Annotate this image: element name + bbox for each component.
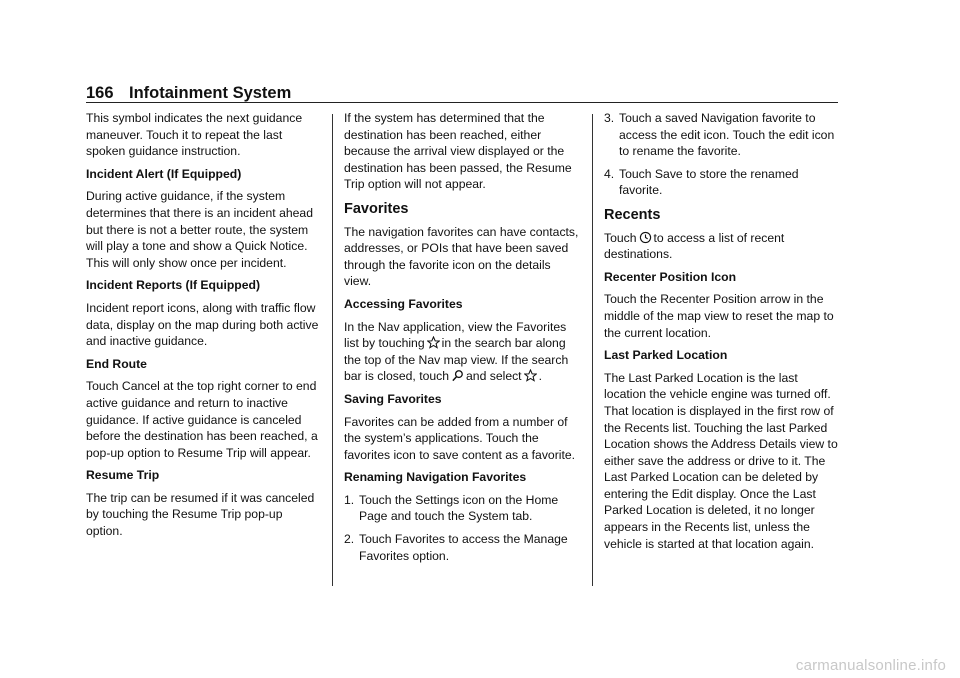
heading-resume-trip: Resume Trip (86, 468, 160, 483)
list-text: Touch Favorites to access the Manage Favorites option. (359, 532, 568, 563)
text-run: . (538, 369, 542, 384)
column-divider (592, 114, 593, 586)
paragraph: Favorites can be added from a number of the system’s applications. Touch the favorites icon to save content as a favorite. (344, 414, 576, 462)
heading-renaming-favorites: Renaming Navigation Favorites (344, 470, 527, 485)
paragraph: During active guidance, if the system determines that there is an incident ahead but there is not a better route, the system will play a tone and show a Quick Notice. This will only show once per incident. (86, 189, 313, 270)
text-run: and select (466, 369, 522, 384)
list-item (344, 492, 580, 525)
list-text: Touch the Settings icon on the Home Page and touch the System tab. (359, 492, 559, 524)
star-icon (427, 336, 440, 349)
paragraph: The Last Parked Location is the last location the vehicle engine was turned off. That location is displayed in the first row of the Recents list. Touching the last Parked Location shows the Address Details view to either save the address or drive to it. The Last Parked Location can be deleted by entering the Edit display. Once the Last Parked Location is deleted, it no longer appears in the Recents list, unless the vehicle is started at that location again. (604, 370, 838, 551)
list-item (604, 166, 840, 199)
watermark: carmanualsonline.info (795, 657, 946, 674)
page-number: 166 (86, 84, 114, 102)
steps-list (344, 492, 580, 564)
paragraph: Touch the Recenter Position arrow in the middle of the map view to reset the map to the current location. (604, 292, 834, 340)
star-icon (524, 369, 537, 382)
text-run: Touch (604, 230, 637, 245)
paragraph: This symbol indicates the next guidance maneuver. Touch it to repeat the last spoken guidance instruction. (86, 111, 303, 159)
list-text: Touch Save to store the renamed favorite. (619, 166, 799, 198)
page-header (86, 84, 838, 108)
paragraph: The navigation favorites can have contacts, addresses, or POIs that have been saved through the favorite icon on the details view. (344, 224, 579, 289)
column-2 (344, 110, 580, 570)
text-run: In the Nav application, view the Favorites list by touching (344, 319, 567, 351)
list-item (604, 110, 840, 160)
paragraph (604, 230, 840, 263)
text-run: in the search bar along the top of the Nav map view. If the search bar is closed, touch (344, 336, 569, 384)
column-1 (86, 110, 322, 546)
search-icon (451, 369, 464, 382)
list-number: 1. (344, 492, 355, 507)
heading-incident-reports: Incident Reports (If Equipped) (86, 278, 261, 293)
paragraph: If the system has determined that the destination has been reached, either because the arrival view displayed or the destination has been passed, the Resume Trip option will not appear. (344, 111, 572, 192)
paragraph (344, 319, 580, 385)
list-number: 2. (344, 532, 355, 547)
heading-saving-favorites: Saving Favorites (344, 391, 442, 406)
clock-icon (639, 231, 652, 244)
list-text: Touch a saved Navigation favorite to access the edit icon. Touch the edit icon to rename the favorite. (619, 111, 835, 159)
heading-end-route: End Route (86, 356, 147, 371)
column-divider (332, 114, 333, 586)
steps-list (604, 110, 840, 199)
header-rule (86, 102, 838, 103)
heading-last-parked: Last Parked Location (604, 348, 728, 363)
paragraph: Touch Cancel at the top right corner to end active guidance and return to inactive guidance. If active guidance is canceled before the destination has been reached, a pop-up option to Resume Trip will appear. (86, 379, 318, 460)
paragraph: Incident report icons, along with traffic flow data, display on the map during both active and inactive guidance. (86, 300, 319, 349)
heading-recents: Recents (604, 206, 661, 223)
paragraph: The trip can be resumed if it was canceled by touching the Resume Trip pop-up option. (86, 490, 315, 539)
heading-favorites: Favorites (344, 200, 409, 217)
column-3 (604, 110, 840, 558)
heading-accessing-favorites: Accessing Favorites (344, 296, 463, 311)
list-item (344, 531, 580, 564)
heading-recenter-position: Recenter Position Icon (604, 269, 737, 284)
heading-incident-alert: Incident Alert (If Equipped) (86, 166, 242, 181)
list-number: 4. (604, 166, 615, 181)
text-run: to access a list of recent destinations. (604, 230, 785, 262)
list-number: 3. (604, 111, 615, 125)
section-title: Infotainment System (129, 84, 292, 102)
